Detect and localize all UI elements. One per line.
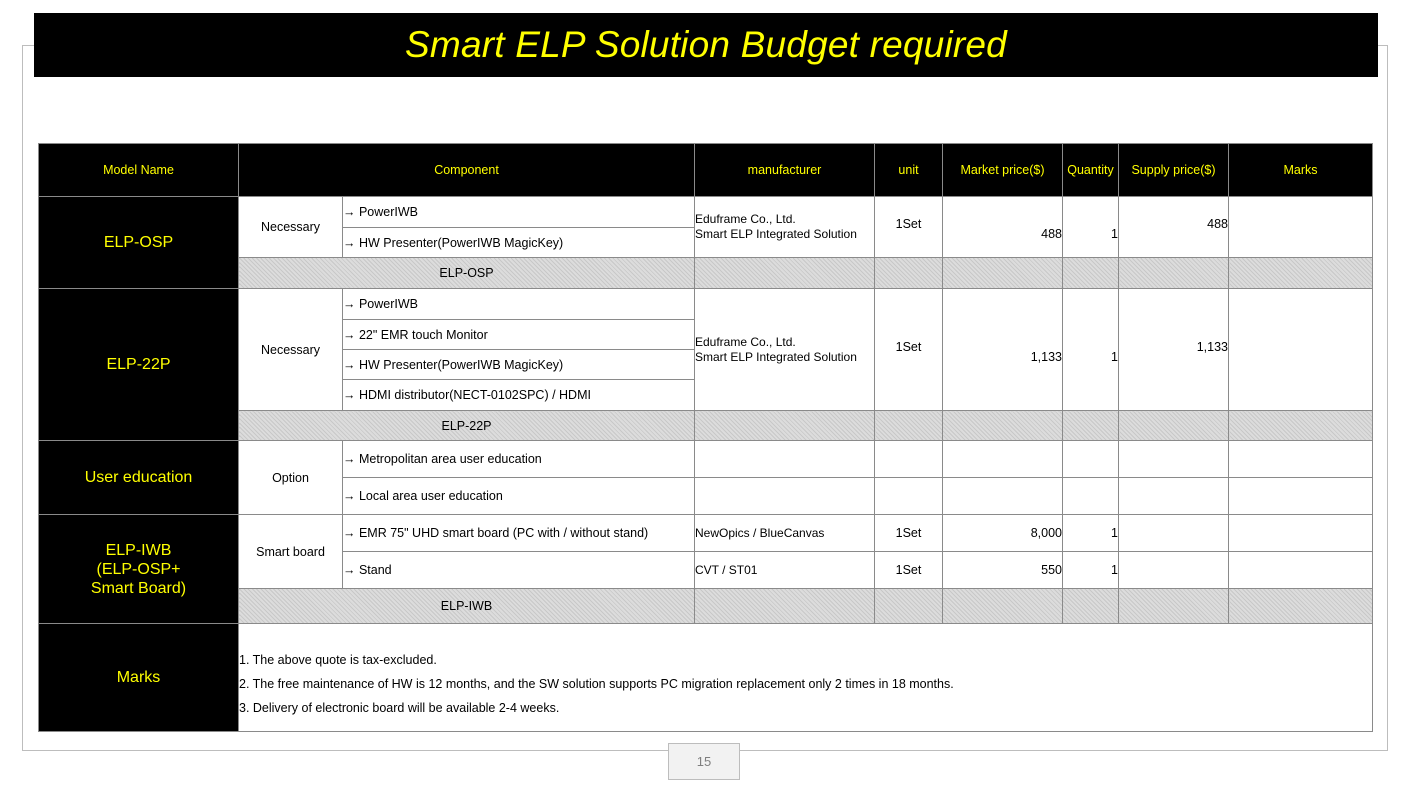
marks-label: Marks	[39, 624, 239, 732]
marks-cell	[1229, 552, 1373, 589]
market-price-cell	[943, 441, 1063, 478]
marks-cell	[1229, 515, 1373, 552]
component-cell: → EMR 75" UHD smart board (PC with / without stand)	[343, 515, 695, 552]
unit-value: 1Set	[895, 217, 922, 231]
subtotal-cell	[1063, 589, 1119, 624]
market-price-cell	[943, 197, 1063, 258]
quantity-cell: 1	[1063, 552, 1119, 589]
quantity-cell	[1063, 478, 1119, 515]
note-line: 3. Delivery of electronic board will be available 2-4 weeks.	[239, 700, 560, 715]
market-price-value: 488	[1041, 227, 1062, 241]
table-row	[39, 197, 1373, 228]
category-cell: Necessary	[239, 197, 343, 258]
manufacturer-line: Smart ELP Integrated Solution	[695, 349, 857, 364]
subtotal-cell	[875, 589, 943, 624]
subtotal-cell	[875, 258, 943, 289]
unit-value: 1Set	[895, 339, 922, 354]
marks-cell	[1229, 289, 1373, 411]
subtotal-cell	[943, 258, 1063, 289]
subtotal-cell	[1229, 411, 1373, 441]
market-price-cell: 8,000	[943, 515, 1063, 552]
marks-notes	[239, 624, 1373, 732]
manufacturer-cell	[695, 441, 875, 478]
subtotal-cell	[1119, 258, 1229, 289]
unit-cell	[875, 441, 943, 478]
unit-cell	[875, 289, 943, 411]
header-manufacturer: manufacturer	[695, 144, 875, 197]
model-elp-22p: ELP-22P	[39, 289, 239, 441]
supply-price-cell	[1119, 441, 1229, 478]
subtotal-cell	[1229, 589, 1373, 624]
category-cell: Option	[239, 441, 343, 515]
header-market-price: Market price($)	[943, 144, 1063, 197]
header-supply-price: Supply price($)	[1119, 144, 1229, 197]
subtotal-cell	[1119, 411, 1229, 441]
subtotal-cell	[1229, 258, 1373, 289]
quantity-cell	[1063, 197, 1119, 258]
subtotal-cell	[943, 411, 1063, 441]
subtotal-cell	[695, 258, 875, 289]
subtotal-label: ELP-22P	[239, 411, 695, 441]
marks-cell	[1229, 197, 1373, 258]
header-row	[39, 144, 1373, 197]
model-line: Smart Board)	[90, 579, 187, 597]
model-elp-iwb	[39, 515, 239, 624]
manufacturer-line: Eduframe Co., Ltd.	[695, 334, 796, 349]
manufacturer-line: Eduframe Co., Ltd.	[695, 212, 796, 226]
quantity-value: 1	[1111, 227, 1118, 241]
manufacturer-cell	[695, 197, 875, 258]
header-component: Component	[239, 144, 695, 197]
page-number-text: 15	[696, 754, 712, 769]
model-user-education: User education	[39, 441, 239, 515]
component-cell: → 22" EMR touch Monitor	[343, 320, 695, 350]
manufacturer-cell	[695, 478, 875, 515]
marks-cell	[1229, 441, 1373, 478]
header-quantity: Quantity	[1063, 144, 1119, 197]
budget-table	[38, 143, 1373, 732]
note-line: 1. The above quote is tax-excluded.	[239, 652, 437, 667]
manufacturer-cell: NewOpics / BlueCanvas	[695, 515, 875, 552]
subtotal-cell	[1119, 589, 1229, 624]
subtotal-cell	[943, 589, 1063, 624]
model-line: (ELP-OSP+	[96, 560, 181, 578]
header-marks: Marks	[1229, 144, 1373, 197]
table-row	[39, 441, 1373, 478]
component-cell: → PowerIWB	[343, 289, 695, 320]
market-price-cell	[943, 478, 1063, 515]
header-model: Model Name	[39, 144, 239, 197]
market-price-cell: 550	[943, 552, 1063, 589]
market-price-cell	[943, 289, 1063, 411]
manufacturer-cell	[695, 289, 875, 411]
supply-price-cell	[1119, 552, 1229, 589]
category-cell: Smart board	[239, 515, 343, 589]
quantity-cell	[1063, 289, 1119, 411]
subtotal-cell	[695, 589, 875, 624]
subtotal-row	[39, 589, 1373, 624]
subtotal-cell	[1063, 411, 1119, 441]
unit-cell	[875, 197, 943, 258]
quantity-cell: 1	[1063, 515, 1119, 552]
supply-price-cell	[1119, 515, 1229, 552]
supply-price-cell	[1119, 289, 1229, 411]
note-line: 2. The free maintenance of HW is 12 months, and the SW solution supports PC migration replacement only 2 times in 18 months.	[239, 676, 954, 691]
unit-cell	[875, 478, 943, 515]
page-number	[668, 743, 740, 780]
component-cell: → HW Presenter(PowerIWB MagicKey)	[343, 350, 695, 380]
subtotal-row	[39, 258, 1373, 289]
supply-price-cell	[1119, 478, 1229, 515]
table-row	[39, 289, 1373, 320]
subtotal-cell	[695, 411, 875, 441]
model-elp-osp: ELP-OSP	[39, 197, 239, 289]
title-bar	[34, 13, 1378, 77]
component-cell: → Metropolitan area user education	[343, 441, 695, 478]
unit-cell: 1Set	[875, 552, 943, 589]
manufacturer-cell: CVT / ST01	[695, 552, 875, 589]
subtotal-label: ELP-IWB	[239, 589, 695, 624]
component-cell: → HDMI distributor(NECT-0102SPC) / HDMI	[343, 380, 695, 411]
page-title: Smart ELP Solution Budget required	[405, 24, 1007, 65]
supply-price-value: 1,133	[1196, 339, 1228, 354]
component-cell: → Local area user education	[343, 478, 695, 515]
component-cell: → Stand	[343, 552, 695, 589]
marks-row	[39, 624, 1373, 732]
subtotal-row	[39, 411, 1373, 441]
quantity-cell	[1063, 441, 1119, 478]
header-unit: unit	[875, 144, 943, 197]
market-price-value: 1,133	[1030, 349, 1062, 364]
manufacturer-line: Smart ELP Integrated Solution	[695, 227, 857, 241]
supply-price-cell	[1119, 197, 1229, 258]
unit-cell: 1Set	[875, 515, 943, 552]
table-row	[39, 515, 1373, 552]
supply-price-value: 488	[1207, 217, 1228, 231]
subtotal-label: ELP-OSP	[239, 258, 695, 289]
marks-cell	[1229, 478, 1373, 515]
quantity-value: 1	[1111, 349, 1118, 364]
component-cell: → HW Presenter(PowerIWB MagicKey)	[343, 228, 695, 258]
category-cell: Necessary	[239, 289, 343, 411]
subtotal-cell	[1063, 258, 1119, 289]
subtotal-cell	[875, 411, 943, 441]
model-line: ELP-IWB	[105, 541, 172, 559]
component-cell: → PowerIWB	[343, 197, 695, 228]
